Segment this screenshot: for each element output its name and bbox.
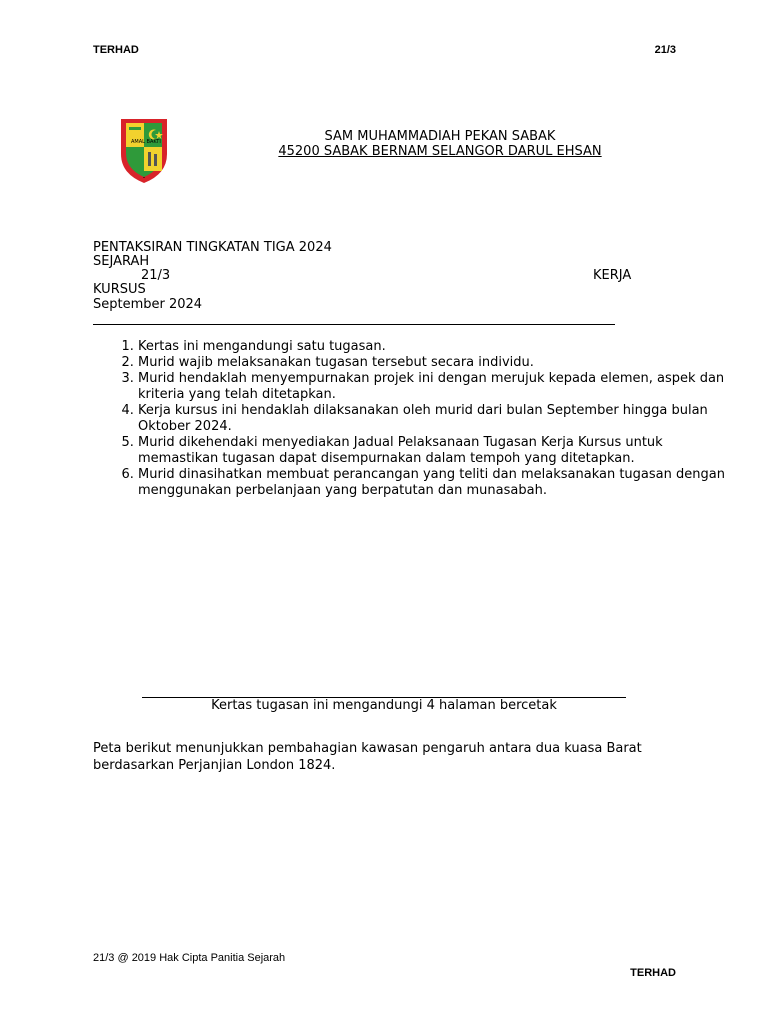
school-name: SAM MUHAMMADIAH PEKAN SABAK — [324, 129, 556, 144]
exam-type-part2: KURSUS — [93, 282, 146, 297]
instruction-item: 2. Murid wajib melaksanakan tugasan tersebut secara individu. — [138, 355, 728, 371]
instruction-item: 4. Kerja kursus ini hendaklah dilaksanakan oleh murid dari bulan September hingga bulan Oktober 2024. — [138, 403, 728, 435]
footer-classification: TERHAD — [630, 967, 676, 979]
exam-title: PENTAKSIRAN TINGKATAN TIGA 2024 — [93, 240, 332, 255]
intro-line-1: Peta berikut menunjukkan pembahagian kawasan pengaruh antara dua kuasa Barat — [93, 741, 642, 756]
instruction-item: 5. Murid dikehendaki menyediakan Jadual Pelaksanaan Tugasan Kerja Kursus untuk memastikan tugasan dapat disempurnakan dalam tempoh yang ditetapkan. — [138, 435, 728, 467]
header-classification: TERHAD — [93, 44, 139, 56]
instruction-item: 1. Kertas ini mengandungi satu tugasan. — [138, 339, 728, 355]
exam-type-part1: KERJA — [593, 268, 632, 283]
footer-copyright: 21/3 @ 2019 Hak Cipta Panitia Sejarah — [93, 952, 286, 964]
intro-line-2: berdasarkan Perjanjian London 1824. — [93, 758, 336, 773]
school-logo — [118, 116, 170, 186]
instruction-item: 3. Murid hendaklah menyempurnakan projek ini dengan merujuk kepada elemen, aspek dan kriteria yang telah ditetapkan. — [138, 371, 728, 403]
school-address: 45200 SABAK BERNAM SELANGOR DARUL EHSAN — [278, 144, 602, 159]
header-paper-code: 21/3 — [654, 44, 676, 56]
page-count-note: Kertas tugasan ini mengandungi 4 halaman bercetak — [211, 698, 557, 713]
instructions-list — [93, 339, 728, 499]
school-crest-icon — [118, 116, 170, 186]
divider-top — [93, 324, 615, 325]
exam-subject: SEJARAH — [93, 254, 150, 269]
svg-text:AMAL BAKTI: AMAL BAKTI — [131, 139, 161, 145]
instruction-item: 6. Murid dinasihatkan membuat perancangan yang teliti dan melaksanakan tugasan dengan menggunakan perbelanjaan yang berpatutan dan munasabah. — [138, 467, 728, 499]
exam-code: 21/3 — [141, 268, 171, 283]
exam-date: September 2024 — [93, 297, 203, 312]
